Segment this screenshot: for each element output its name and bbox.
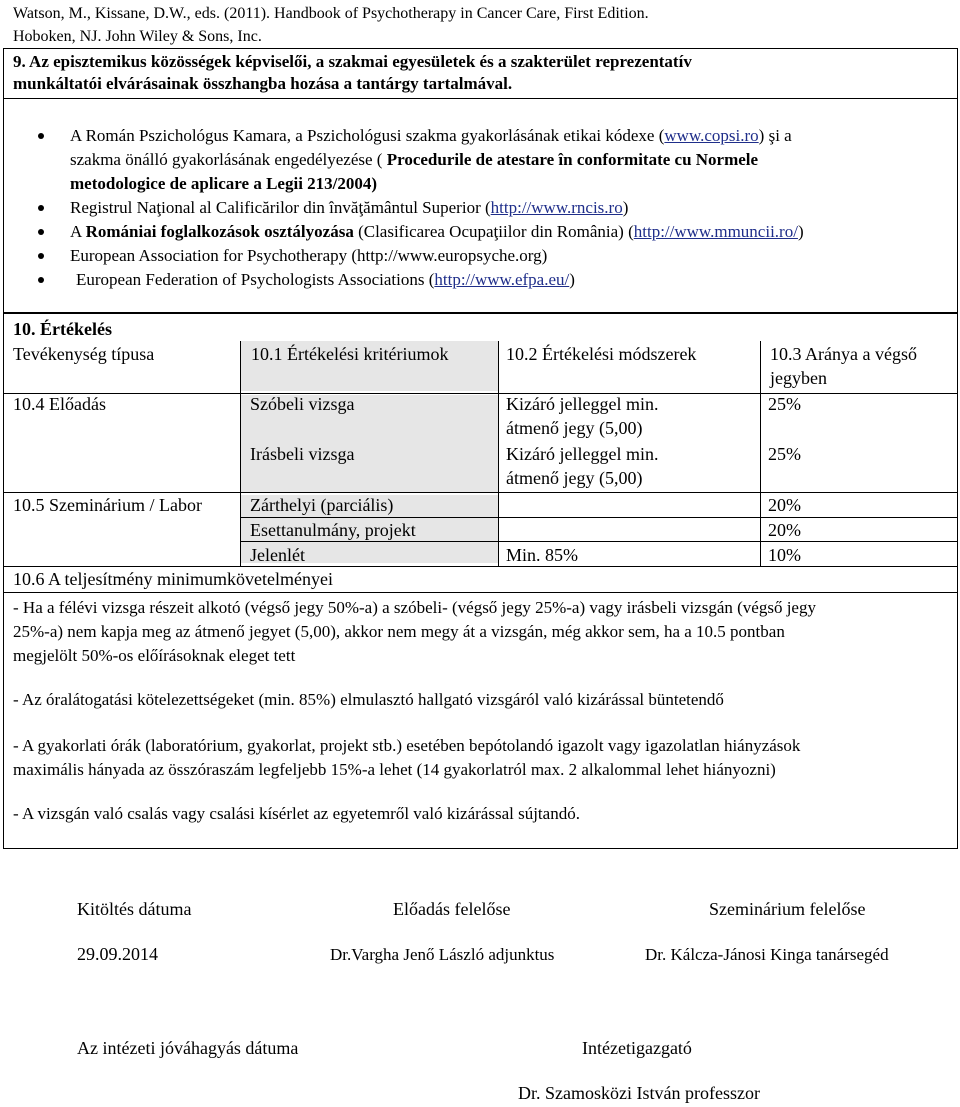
bullet-1-text: A Román Pszichológus Kamara, a Pszichológusi szakma gyakorlásának etikai kódexe ( [70,126,665,145]
table-rule [240,541,958,542]
section-9-title-line-1: 9. Az episztemikus közösségek képviselői, a szakmai egyesületek és a szakterület reprezentatív [13,52,692,71]
table-cell-method: Min. 85% [506,545,578,565]
bullet-icon [38,205,44,211]
section-9-title-line-2: munkáltatói elvárásainak összhangba hozása a tantárgy tartalmával. [13,74,513,93]
table-rule [3,393,958,394]
header-share-line-1: 10.3 Aránya a végső [770,344,917,364]
reference-line-2: Hoboken, NJ. John Wiley & Sons, Inc. [13,28,262,45]
table-column-rule [240,341,241,566]
section-10-title: 10. Értékelés [13,319,112,339]
copsi-link[interactable]: www.copsi.ro [664,126,759,145]
table-cell-criterion: Esettanulmány, projekt [250,520,416,540]
bullet-4: European Association for Psychotherapy (http://www.europsyche.org) [70,246,548,265]
header-methods: 10.2 Értékelési módszerek [506,344,697,364]
section-9-divider [3,98,958,99]
table-column-rule [760,341,761,566]
table-cell-type: 10.4 Előadás [13,394,106,414]
requirement-1-line-3: megjelölt 50%-os előírásoknak eleget tett [13,646,296,665]
label-institute-approval-date: Az intézeti jóváhagyás dátuma [77,1038,299,1058]
label-seminar-responsible: Szeminárium felelőse [709,899,866,919]
table-cell-criterion: Zárthelyi (parciális) [250,495,394,515]
table-cell-criterion: Irásbeli vizsga [250,444,355,464]
requirement-1-line-1: - Ha a félévi vizsga részeit alkotó (végső jegy 50%-a) a szóbeli- (végső jegy 25%-a) vagy irásbeli vizsgán (végső jegy [13,598,816,617]
table-cell-method: Kizáró jelleggel min. [506,444,659,464]
header-activity-type: Tevékenység típusa [13,344,155,364]
bullet-icon [38,277,44,283]
bullet-2-text-post: ) [622,198,629,217]
bullet-2 [70,198,628,218]
mmuncii-link[interactable]: http://www.mmuncii.ro/ [633,222,798,241]
bullet-5-post: ) [569,270,575,289]
bullet-5-text: European Federation of Psychologists Associations ( [76,270,435,289]
table-cell-share: 10% [768,545,801,565]
table-cell-share: 20% [768,495,801,515]
bullet-1-text-post: ) şi a [758,126,792,145]
table-cell-criterion: Jelenlét [250,545,305,565]
requirements-title: 10.6 A teljesítmény minimumkövetelményei [13,569,333,589]
table-column-rule [498,341,499,566]
bullet-icon [38,133,44,139]
institute-director-name: Dr. Szamosközi István professzor [518,1083,760,1103]
requirement-3-line-1: - A gyakorlati órák (laboratórium, gyakorlat, projekt stb.) esetében bepótolandó igazolt vagy igazolatlan hiányzások [13,736,801,755]
table-rule [240,517,958,518]
bullet-3-post: ) [797,222,804,241]
bullet-1-line-2-bold: Procedurile de atestare în conformitate cu Normele [386,150,759,169]
label-completion-date: Kitöltés dátuma [77,899,192,919]
requirements-rule [3,592,958,593]
table-cell-method-2: átmenő jegy (5,00) [506,418,643,438]
reference-line-1: Watson, M., Kissane, D.W., eds. (2011). Handbook of Psychotherapy in Cancer Care, First Edition. [13,5,649,22]
bullet-1-line-1 [70,126,792,146]
requirement-4: - A vizsgán való csalás vagy csalási kísérlet az egyetemről való kizárással sújtandó. [13,804,580,823]
table-cell-share: 20% [768,520,801,540]
bullet-5 [76,270,575,290]
requirement-3-line-2: maximális hányada az összóraszám legfeljebb 15%-a lehet (14 gyakorlatról max. 2 alkalommal lehet hiányozni) [13,760,776,779]
seminar-responsible-name: Dr. Kálcza-Jánosi Kinga tanársegéd [645,945,889,964]
bullet-1-line-2-text: szakma önálló gyakorlásának engedélyezése ( [70,150,387,169]
header-share-line-2: jegyben [770,368,827,388]
table-cell-criterion: Szóbeli vizsga [250,394,355,414]
completion-date: 29.09.2014 [77,944,158,964]
table-rule [3,566,958,567]
rncis-link[interactable]: http://www.rncis.ro [490,198,623,217]
bullet-3-text: A [70,222,86,241]
header-criteria: 10.1 Értékelési kritériumok [251,344,449,364]
label-lecture-responsible: Előadás felelőse [393,899,511,919]
bullet-1-line-3: metodologice de aplicare a Legii 213/2004) [70,174,378,193]
table-cell-share: 25% [768,444,801,464]
efpa-link[interactable]: http://www.efpa.eu/ [434,270,570,289]
bullet-1-line-2 [70,150,758,170]
table-cell-type: 10.5 Szeminárium / Labor [13,495,202,515]
requirement-2: - Az óralátogatási kötelezettségeket (min. 85%) elmulasztó hallgató vizsgáról való kizárással büntetendő [13,690,724,709]
table-cell-method: Kizáró jelleggel min. [506,394,659,414]
bullet-icon [38,253,44,259]
lecture-responsible-name: Dr.Vargha Jenő László adjunktus [330,945,555,964]
bullet-2-text: Registrul Naţional al Calificărilor din învăţământul Superior ( [70,198,491,217]
bullet-icon [38,229,44,235]
bullet-3-mid: (Clasificarea Ocupaţiilor din România) ( [353,222,634,241]
label-institute-director: Intézetigazgató [582,1038,692,1058]
table-cell-method-2: átmenő jegy (5,00) [506,468,643,488]
bullet-3 [70,222,804,242]
requirement-1-line-2: 25%-a) nem kapja meg az átmenő jegyet (5,00), akkor nem megy át a vizsgán, még akkor sem, ha a 10.5 pontban [13,622,785,641]
table-cell-share: 25% [768,394,801,414]
table-rule [3,492,958,493]
bullet-3-bold: Romániai foglalkozások osztályozása [85,222,354,241]
